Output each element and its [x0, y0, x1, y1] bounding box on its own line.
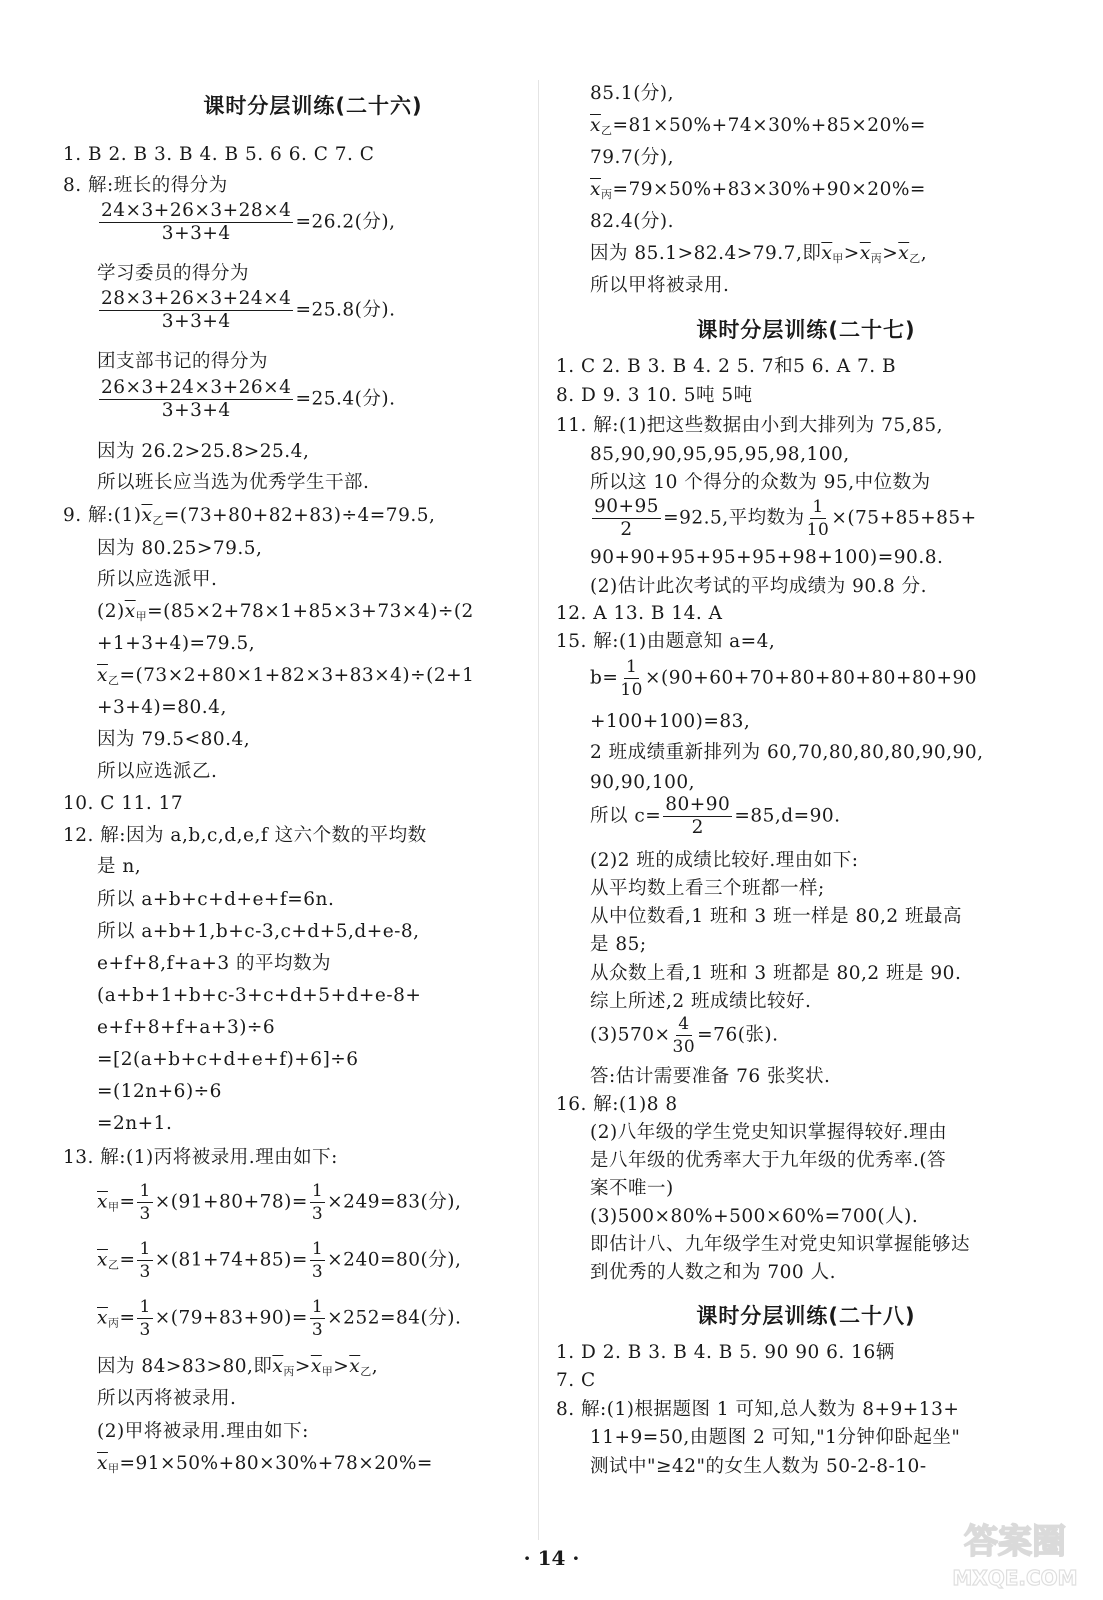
q8-line-study: 学习委员的得分为	[97, 263, 250, 284]
q16-line: (3)500×80%+500×60%=700(人).	[590, 1206, 919, 1227]
q12-line: 是 n,	[97, 856, 142, 877]
q9-part2: $(2)\overline{x}_甲=(85\times 2+78\times 1+85\times 3+73\times 4)\div(2$	[97, 601, 474, 623]
q8-formula-1: $\frac{24\times 3+26\times 3+28\times 4}{3+3+4}$ =26.2(分),	[101, 200, 396, 244]
section-heading-28: 课时分层训练(二十八)	[696, 1304, 916, 1328]
q16-line: (2)八年级的学生党史知识掌握得较好.理由	[590, 1122, 948, 1143]
q12-line: (a+b+1+b+c-3+c+d+5+d+e-8+	[97, 985, 422, 1006]
q15-line: 从中位数看,1 班和 3 班一样是 80,2 班最高	[590, 906, 963, 927]
q8-c-line: 11+9=50,由题图 2 可知,"1分钟仰卧起坐"	[590, 1427, 961, 1448]
page-number: · 14 ·	[523, 1546, 580, 1570]
answers-8-10-b: 8. D 9. 3 10. 5吨 5吨	[556, 385, 753, 406]
q12-intro: 12. 解:因为 a,b,c,d,e,f 这六个数的平均数	[63, 825, 427, 846]
q13-weighted-yi: $\overline{x}_乙=81\times 50\%+74\times 30\%+85\times 20\%=$	[590, 115, 926, 137]
q15-line: 是 85;	[590, 934, 647, 955]
q12-line: 所以 a+b+1,b+c-3,c+d+5,d+e-8,	[97, 921, 420, 942]
q9-compare-2: 因为 79.5<80.4,	[97, 729, 251, 750]
q15-line: 90,90,100,	[590, 772, 696, 793]
q12-line: =[2(a+b+c+d+e+f)+6]÷6	[97, 1049, 359, 1070]
q13-weighted-bing: $\overline{x}_丙=79\times 50\%+83\times 30\%+90\times 20\%=$	[590, 179, 926, 201]
q12-line: =(12n+6)÷6	[97, 1081, 222, 1102]
answers-12-14: 12. A 13. B 14. A	[556, 603, 723, 624]
q13-intro: 13. 解:(1)丙将被录用.理由如下:	[63, 1147, 338, 1168]
q12-line: =2n+1.	[97, 1113, 173, 1134]
q8-conclusion: 所以班长应当选为优秀学生干部.	[97, 472, 370, 493]
q11-part2: (2)估计此次考试的平均成绩为 90.8 分.	[590, 576, 928, 597]
q8-c-intro: 8. 解:(1)根据题图 1 可知,总人数为 8+9+13+	[556, 1399, 960, 1420]
column-divider	[538, 80, 539, 1540]
watermark-line1: 答案圈	[964, 1522, 1066, 1562]
q12-line: 所以 a+b+c+d+e+f=6n.	[97, 889, 335, 910]
q15-line: 综上所述,2 班成绩比较好.	[590, 991, 812, 1012]
q12-line: e+f+8+f+a+3)÷6	[97, 1017, 276, 1038]
q8-intro: 8. 解:班长的得分为	[63, 175, 228, 196]
watermark-line2: MXQE.COM	[952, 1566, 1078, 1590]
q13-compare-2: 因为 85.1>82.4>79.7,即$\overline{x}_甲>\overline{x}_丙>\overline{x}_乙$,	[590, 243, 928, 265]
q15-line: +100+100)=83,	[590, 711, 751, 732]
q15-b-formula: b= $\frac{1}{10}$ ×(90+60+70+80+80+80+80+90	[590, 657, 978, 700]
section-heading-26: 课时分层训练(二十六)	[203, 94, 423, 118]
q15-part2: (2)2 班的成绩比较好.理由如下:	[590, 850, 859, 871]
q15-line: 2 班成绩重新排列为 60,70,80,80,80,90,90,	[590, 742, 984, 763]
q15-c-formula: 所以 c= $\frac{80+90}{2}$ =85,d=90.	[590, 794, 841, 838]
answers-1-7-b: 1. C 2. B 3. B 4. 2 5. 7和5 6. A 7. B	[556, 356, 897, 377]
q15-line: 从众数上看,1 班和 3 班都是 80,2 班是 90.	[590, 963, 962, 984]
q11-line: 90+90+95+95+95+98+100)=90.8.	[590, 547, 944, 568]
q13-compare: 因为 84>83>80,即$\overline{x}_丙>\overline{x}_甲>\overline{x}_乙$,	[97, 1356, 379, 1378]
q15-part3: (3)570× $\frac{4}{30}$ =76(张).	[590, 1014, 779, 1057]
q13-conclusion-1: 所以丙将被录用.	[97, 1388, 237, 1409]
q15-intro: 15. 解:(1)由题意知 a=4,	[556, 631, 776, 652]
q9-part2-yi: $\overline{x}_乙=(73\times 2+80\times 1+82\times 3+83\times 4)\div(2+1$	[97, 665, 475, 687]
q13-mean-jia: $\overline{x}_甲=$ $\frac{1}{3}$ ×(91+80+78)= $\frac{1}{3}$ ×249=83(分),	[97, 1181, 462, 1224]
q11-median-mean: $\frac{90+95}{2}$ =92.5,平均数为 $\frac{1}{10}$ ×(75+85+85+	[594, 496, 977, 540]
q9-conclusion-1: 所以应选派甲.	[97, 569, 218, 590]
q13-part2: (2)甲将被录用.理由如下:	[97, 1421, 309, 1442]
q16-line: 到优秀的人数之和为 700 人.	[590, 1262, 836, 1283]
q11-intro: 11. 解:(1)把这些数据由小到大排列为 75,85,	[556, 415, 943, 436]
q13-weighted-yi-result: 79.7(分),	[590, 147, 675, 168]
q8-compare: 因为 26.2>25.8>25.4,	[97, 441, 310, 462]
q13-mean-yi: $\overline{x}_乙=$ $\frac{1}{3}$ ×(81+74+85)= $\frac{1}{3}$ ×240=80(分),	[97, 1239, 462, 1282]
q13-weighted-jia: $\overline{x}_甲=91\times 50\%+80\times 30\%+78\times 20\%=$	[97, 1453, 433, 1475]
q16-intro: 16. 解:(1)8 8	[556, 1094, 678, 1115]
q13-mean-bing: $\overline{x}_丙=$ $\frac{1}{3}$ ×(79+83+90)= $\frac{1}{3}$ ×252=84(分).	[97, 1297, 462, 1340]
section-heading-27: 课时分层训练(二十七)	[696, 318, 916, 342]
watermark-logo	[940, 1515, 1090, 1595]
q11-line: 所以这 10 个得分的众数为 95,中位数为	[590, 472, 931, 493]
q9-part2-cont: +1+3+4)=79.5,	[97, 633, 256, 654]
q16-line: 案不唯一)	[590, 1178, 674, 1199]
q8-formula-2: $\frac{28\times 3+26\times 3+24\times 4}{3+3+4}$ =25.8(分).	[101, 288, 396, 332]
q15-line: 从平均数上看三个班都一样;	[590, 878, 825, 899]
q13-weighted-bing-result: 82.4(分).	[590, 211, 675, 232]
q16-line: 是八年级的优秀率大于九年级的优秀率.(答	[590, 1150, 947, 1171]
answers-1-7: 1. B 2. B 3. B 4. B 5. 6 6. C 7. C	[63, 144, 375, 165]
q11-line: 85,90,90,95,95,95,98,100,	[590, 444, 850, 465]
q8-formula-3: $\frac{26\times 3+24\times 3+26\times 4}{3+3+4}$ =25.4(分).	[101, 377, 396, 421]
q15-answer: 答:估计需要准备 76 张奖状.	[590, 1066, 831, 1087]
q9-compare-1: 因为 80.25>79.5,	[97, 538, 263, 559]
answer-7-c: 7. C	[556, 1370, 596, 1391]
q8-c-line: 测试中"≥42"的女生人数为 50-2-8-10-	[590, 1456, 927, 1477]
q9-part2-yi-cont: +3+4)=80.4,	[97, 697, 227, 718]
q9-part1: 9. 解$:(1)\overline{x}_乙=(73+80+82+83)\div 4=79.5$,	[63, 505, 436, 527]
answers-1-6-c: 1. D 2. B 3. B 4. B 5. 90 90 6. 16辆	[556, 1342, 895, 1363]
q8-line-league: 团支部书记的得分为	[97, 351, 269, 372]
q9-conclusion-2: 所以应选派乙.	[97, 761, 218, 782]
q16-line: 即估计八、九年级学生对党史知识掌握能够达	[590, 1234, 971, 1255]
q13-conclusion-2: 所以甲将被录用.	[590, 275, 730, 296]
q12-line: e+f+8,f+a+3 的平均数为	[97, 953, 331, 974]
q13-weighted-jia-result: 85.1(分),	[590, 83, 675, 104]
answers-10-11: 10. C 11. 17	[63, 793, 184, 814]
